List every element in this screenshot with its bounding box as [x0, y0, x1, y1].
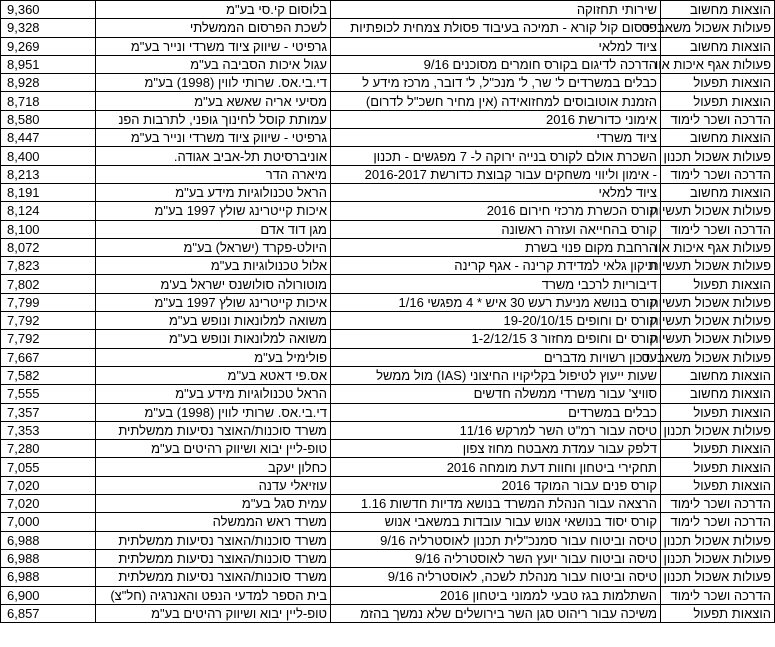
- vendor-cell[interactable]: אוניברסיטת תל-אביב אגודה.: [96, 147, 331, 165]
- amount-cell[interactable]: 9,269: [1, 37, 96, 55]
- category-cell[interactable]: הוצאות תפעול: [661, 458, 775, 476]
- amount-cell[interactable]: 8,191: [1, 183, 96, 201]
- category-cell[interactable]: פעולות אשכול תכנון: [661, 421, 775, 439]
- category-cell[interactable]: פעולות אשכול תעשיות: [661, 202, 775, 220]
- vendor-cell[interactable]: כחלון יעקב: [96, 458, 331, 476]
- vendor-cell[interactable]: מיארה הדר: [96, 165, 331, 183]
- category-cell[interactable]: פעולות אשכול תעשיות: [661, 312, 775, 330]
- table-row: [1, 183, 775, 201]
- table-row: [1, 385, 775, 403]
- category-cell[interactable]: פעולות אשכול תעשיות: [661, 257, 775, 275]
- amount-cell[interactable]: 8,213: [1, 165, 96, 183]
- vendor-cell[interactable]: בלוסום קי.סי בע"מ: [96, 1, 331, 19]
- table-row: [1, 330, 775, 348]
- description-cell[interactable]: דיבוריות לרכבי משרד: [331, 275, 661, 293]
- table-row: [1, 312, 775, 330]
- description-cell[interactable]: קורס בהחייאה ועזרה ראשונה: [331, 220, 661, 238]
- table-row: [1, 495, 775, 513]
- category-cell[interactable]: הוצאות תפעול: [661, 476, 775, 494]
- vendor-cell[interactable]: די.בי.אס. שרותי לווין (1998) בע"מ: [96, 74, 331, 92]
- table-row: [1, 421, 775, 439]
- description-cell[interactable]: קורס הכשרת מרכזי חירום 2016: [331, 202, 661, 220]
- category-cell[interactable]: פעולות אגף איכות אוו: [661, 238, 775, 256]
- vendor-cell[interactable]: משרד סוכנות/האוצר נסיעות ממשלתית: [96, 549, 331, 567]
- description-cell[interactable]: סוויצ' עבור משרדי ממשלה חדשים: [331, 385, 661, 403]
- category-cell[interactable]: הדרכה ושכר לימוד: [661, 165, 775, 183]
- category-cell[interactable]: הוצאות מחשוב: [661, 183, 775, 201]
- amount-cell[interactable]: 7,020: [1, 476, 96, 494]
- table-row: [1, 202, 775, 220]
- amount-cell[interactable]: 7,792: [1, 312, 96, 330]
- vendor-cell[interactable]: הראל טכנולוגיות מידע בע"מ: [96, 183, 331, 201]
- vendor-cell[interactable]: משואה למלונאות ונופש בע"מ: [96, 330, 331, 348]
- amount-cell[interactable]: 9,328: [1, 19, 96, 37]
- table-body: [1, 1, 775, 623]
- description-cell[interactable]: שעות ייעוץ לטיפול בקליקויו החיצוני (IAS) מול ממשל: [331, 366, 661, 384]
- vendor-cell[interactable]: איכות קייטרינג שולץ 1997 בע"מ: [96, 293, 331, 311]
- description-cell[interactable]: טיסה וביטוח עבור יועץ השר לאוסטרליה 9/16: [331, 549, 661, 567]
- amount-cell[interactable]: 7,055: [1, 458, 96, 476]
- description-cell[interactable]: השכרת אולם לקורס בנייה ירוקה ל- 7 מפגשים - תכנון: [331, 147, 661, 165]
- vendor-cell[interactable]: אלול טכנולוגיות בע"מ: [96, 257, 331, 275]
- category-cell[interactable]: הוצאות תפעול: [661, 275, 775, 293]
- amount-cell[interactable]: 7,280: [1, 440, 96, 458]
- amount-cell[interactable]: 6,988: [1, 531, 96, 549]
- description-cell[interactable]: שירותי תחזוקה: [331, 1, 661, 19]
- table-row: [1, 531, 775, 549]
- table-row: [1, 440, 775, 458]
- table-row: [1, 293, 775, 311]
- vendor-cell[interactable]: עגול איכות הסביבה בע"מ: [96, 55, 331, 73]
- description-cell[interactable]: הדרכה לדיגום בקורס חומרים מסוכנים 9/16: [331, 55, 661, 73]
- amount-cell[interactable]: 8,718: [1, 92, 96, 110]
- description-cell[interactable]: משיכה עבור ריהוט סגן השר בירושלים שלא נמשך בהזמ: [331, 604, 661, 622]
- category-cell[interactable]: הדרכה ושכר לימוד: [661, 495, 775, 513]
- table-row: [1, 403, 775, 421]
- amount-cell[interactable]: 7,020: [1, 495, 96, 513]
- table-row: [1, 549, 775, 567]
- table-row: [1, 275, 775, 293]
- category-cell[interactable]: פעולות אשכול משאבי ט: [661, 19, 775, 37]
- description-cell[interactable]: ציוד משרדי: [331, 129, 661, 147]
- vendor-cell[interactable]: משרד סוכנות/האוצר נסיעות ממשלתית: [96, 568, 331, 586]
- amount-cell[interactable]: 7,667: [1, 348, 96, 366]
- description-cell[interactable]: טיסה וביטוח עבור מנהלת לשכה, לאוסטרליה 9/16: [331, 568, 661, 586]
- category-cell[interactable]: הוצאות מחשוב: [661, 366, 775, 384]
- vendor-cell[interactable]: היולט-פקרד (ישראל) בע"מ: [96, 238, 331, 256]
- table-row: [1, 147, 775, 165]
- amount-cell[interactable]: 9,360: [1, 1, 96, 19]
- vendor-cell[interactable]: מסיעי אריה שאשא בע"מ: [96, 92, 331, 110]
- table-row: [1, 568, 775, 586]
- category-cell[interactable]: פעולות אשכול תעשיות: [661, 293, 775, 311]
- amount-cell[interactable]: 6,988: [1, 549, 96, 567]
- category-cell[interactable]: הדרכה ושכר לימוד: [661, 220, 775, 238]
- category-cell[interactable]: פעולות אשכול תכנון: [661, 531, 775, 549]
- description-cell[interactable]: הרצאה עבור הנהלת המשרד בנושא מדיות חדשות 1.16: [331, 495, 661, 513]
- amount-cell[interactable]: 7,555: [1, 385, 96, 403]
- description-cell[interactable]: הרחבת מקום פנוי בשרת: [331, 238, 661, 256]
- description-cell[interactable]: הזמנת אוטובוסים למחזואידה (אין מחיר חשכ"ל לדרום): [331, 92, 661, 110]
- category-cell[interactable]: הוצאות תפעול: [661, 74, 775, 92]
- vendor-cell[interactable]: עמותת קוסל לחינוך גופני, לתרבות הפנ: [96, 110, 331, 128]
- description-cell[interactable]: כבלים במשרדים: [331, 403, 661, 421]
- vendor-cell[interactable]: עמית סגל בע"מ: [96, 495, 331, 513]
- category-cell[interactable]: פעולות אשכול משאבי ט: [661, 348, 775, 366]
- vendor-cell[interactable]: גרפיטי - שיווק ציוד משרדי ונייר בע"מ: [96, 129, 331, 147]
- table-row: [1, 220, 775, 238]
- table-row: [1, 238, 775, 256]
- table-row: [1, 37, 775, 55]
- table-row: [1, 366, 775, 384]
- category-cell[interactable]: הוצאות מחשוב: [661, 37, 775, 55]
- amount-cell[interactable]: 8,400: [1, 147, 96, 165]
- table-row: [1, 257, 775, 275]
- description-cell[interactable]: - אימון וליווי משחקים עבור קבוצת כדורשת 2016-2017: [331, 165, 661, 183]
- amount-cell[interactable]: 8,124: [1, 202, 96, 220]
- amount-cell[interactable]: 8,072: [1, 238, 96, 256]
- amount-cell[interactable]: 7,357: [1, 403, 96, 421]
- description-cell[interactable]: תיקון גלאי למדידת קרינה - אגף קרינה: [331, 257, 661, 275]
- vendor-cell[interactable]: משרד סוכנות/האוצר נסיעות ממשלתית: [96, 531, 331, 549]
- vendor-cell[interactable]: לשכת הפרסום הממשלתי: [96, 19, 331, 37]
- vendor-cell[interactable]: משואה למלונאות ונופש בע"מ: [96, 312, 331, 330]
- vendor-cell[interactable]: אס.פי דאטא בע"מ: [96, 366, 331, 384]
- amount-cell[interactable]: 7,802: [1, 275, 96, 293]
- table-row: [1, 19, 775, 37]
- vendor-cell[interactable]: מוטורולה סולושנס ישראל בע'מ: [96, 275, 331, 293]
- amount-cell[interactable]: 8,447: [1, 129, 96, 147]
- description-cell[interactable]: אימוני כדורשת 2016: [331, 110, 661, 128]
- description-cell[interactable]: דלפק עבור עמדת מאבטח מחוז צפון: [331, 440, 661, 458]
- amount-cell[interactable]: 6,857: [1, 604, 96, 622]
- table-row: [1, 348, 775, 366]
- amount-cell[interactable]: 7,792: [1, 330, 96, 348]
- table-row: [1, 604, 775, 622]
- description-cell[interactable]: ציוד למלאי: [331, 183, 661, 201]
- description-cell[interactable]: קורס יסוד בנושאי אנוש עבור עובדות במשאבי אנוש: [331, 513, 661, 531]
- vendor-cell[interactable]: מגן דוד אדם: [96, 220, 331, 238]
- table-row: [1, 1, 775, 19]
- table-row: [1, 165, 775, 183]
- vendor-cell[interactable]: בית הספר למדעי הנפט והאנרגיה (חל"צ): [96, 586, 331, 604]
- vendor-cell[interactable]: טופ-ליין יבוא ושיווק רהיטים בע"מ: [96, 604, 331, 622]
- amount-cell[interactable]: 7,823: [1, 257, 96, 275]
- table-row: [1, 92, 775, 110]
- table-row: [1, 55, 775, 73]
- amount-cell[interactable]: 6,988: [1, 568, 96, 586]
- description-cell[interactable]: טיסה וביטוח עבור סמנכ"לית תכנון לאוסטרליה 9/16: [331, 531, 661, 549]
- vendor-cell[interactable]: עוזיאלי עדנה: [96, 476, 331, 494]
- category-cell[interactable]: הוצאות תפעול: [661, 403, 775, 421]
- description-cell[interactable]: פרסום קול קורא - תמיכה בעיבוד פסולת צמחית לכופתיות: [331, 19, 661, 37]
- table-row: [1, 513, 775, 531]
- category-cell[interactable]: הדרכה ושכר לימוד: [661, 110, 775, 128]
- table-row: [1, 476, 775, 494]
- description-cell[interactable]: קורס פנים עבור המוקד 2016: [331, 476, 661, 494]
- category-cell[interactable]: הוצאות תפעול: [661, 92, 775, 110]
- vendor-cell[interactable]: הראל טכנולוגיות מידע בע"מ: [96, 385, 331, 403]
- description-cell[interactable]: קורס ים וחופים 19-20/10/15: [331, 312, 661, 330]
- table-row: [1, 129, 775, 147]
- description-cell[interactable]: קורס בנושא מניעת רעש 30 איש * 4 מפגשי 1/16: [331, 293, 661, 311]
- vendor-cell[interactable]: טופ-ליין יבוא ושיווק רהיטים בע"מ: [96, 440, 331, 458]
- vendor-cell[interactable]: איכות קייטרינג שולץ 1997 בע"מ: [96, 202, 331, 220]
- description-cell[interactable]: ציוד למלאי: [331, 37, 661, 55]
- category-cell[interactable]: פעולות אשכול תכנון: [661, 568, 775, 586]
- description-cell[interactable]: השתלמות בגז טבעי לממוני ביטחון 2016: [331, 586, 661, 604]
- table-row: [1, 586, 775, 604]
- amount-cell[interactable]: 6,900: [1, 586, 96, 604]
- description-cell[interactable]: עדכון רשויות מדברים: [331, 348, 661, 366]
- category-cell[interactable]: הדרכה ושכר לימוד: [661, 586, 775, 604]
- table-row: [1, 458, 775, 476]
- amount-cell[interactable]: 8,928: [1, 74, 96, 92]
- amount-cell[interactable]: 7,799: [1, 293, 96, 311]
- amount-cell[interactable]: 7,353: [1, 421, 96, 439]
- vendor-cell[interactable]: פולימיל בע"מ: [96, 348, 331, 366]
- category-cell[interactable]: פעולות אשכול תכנון: [661, 549, 775, 567]
- category-cell[interactable]: פעולות אגף איכות אוו: [661, 55, 775, 73]
- category-cell[interactable]: הוצאות תפעול: [661, 440, 775, 458]
- table-row: [1, 110, 775, 128]
- amount-cell[interactable]: 7,582: [1, 366, 96, 384]
- description-cell[interactable]: קורס ים וחופים מחזור 3 1-2/12/15: [331, 330, 661, 348]
- amount-cell[interactable]: 8,951: [1, 55, 96, 73]
- vendor-cell[interactable]: משרד סוכנות/האוצר נסיעות ממשלתית: [96, 421, 331, 439]
- amount-cell[interactable]: 8,580: [1, 110, 96, 128]
- category-cell[interactable]: הוצאות מחשוב: [661, 129, 775, 147]
- vendor-cell[interactable]: גרפיטי - שיווק ציוד משרדי ונייר בע"מ: [96, 37, 331, 55]
- category-cell[interactable]: הוצאות תפעול: [661, 604, 775, 622]
- category-cell[interactable]: הוצאות מחשוב: [661, 1, 775, 19]
- category-cell[interactable]: הוצאות מחשוב: [661, 385, 775, 403]
- vendor-cell[interactable]: משרד ראש הממשלה: [96, 513, 331, 531]
- amount-cell[interactable]: 8,100: [1, 220, 96, 238]
- table-row: [1, 74, 775, 92]
- description-cell[interactable]: תחקירי ביטחון וחוות דעת מומחה 2016: [331, 458, 661, 476]
- amount-cell[interactable]: 7,000: [1, 513, 96, 531]
- description-cell[interactable]: טיסה עבור רמ"ט השר למרקש 11/16: [331, 421, 661, 439]
- vendor-cell[interactable]: די.בי.אס. שרותי לווין (1998) בע"מ: [96, 403, 331, 421]
- category-cell[interactable]: פעולות אשכול תכנון: [661, 147, 775, 165]
- description-cell[interactable]: כבלים במשרדים ל' שר, ל' מנכ"ל, ל' דובר, מרכז מידע ל: [331, 74, 661, 92]
- category-cell[interactable]: פעולות אשכול תעשיות: [661, 330, 775, 348]
- category-cell[interactable]: הדרכה ושכר לימוד: [661, 513, 775, 531]
